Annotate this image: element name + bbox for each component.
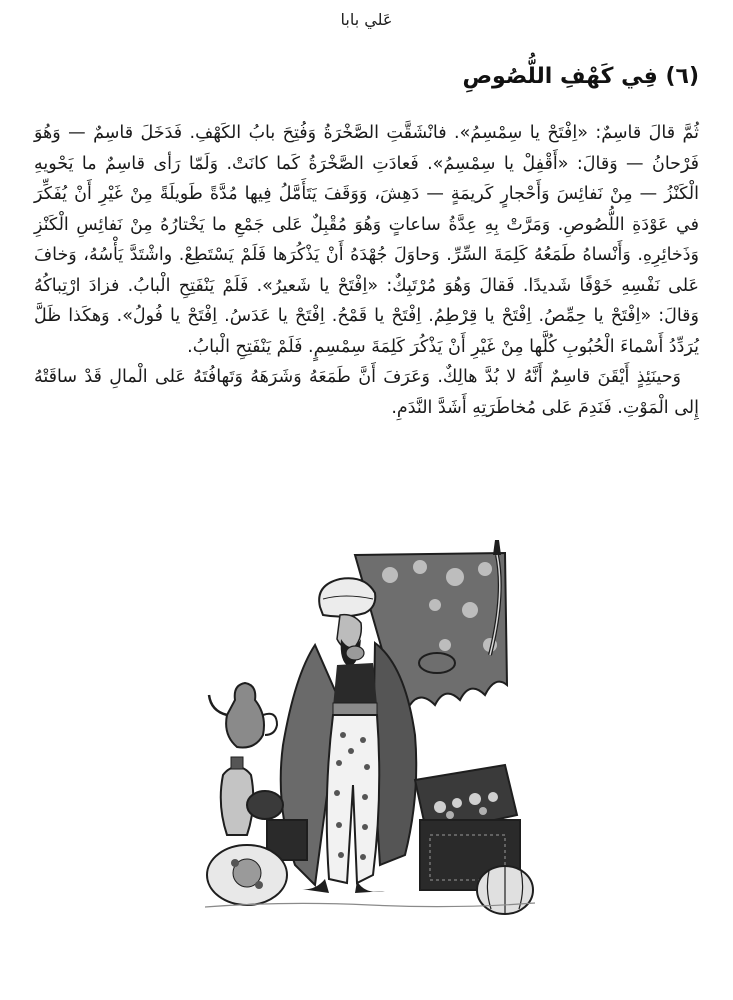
story-illustration [205, 535, 535, 935]
paragraph: ثُمَّ قالَ قاسِمٌ: «اِفْتَحْ يا سِمْسِمُ». فانْشَقَّتِ الصَّخْرَةُ وَفُتِحَ بابُ الكَهْفِ. فَدَخَلَ قاسِمٌ — وَهُوَ فَرْحانُ — وَقالَ: «أَقْفِلْ يا سِمْسِمُ». فَعادَتِ الصَّخْرَةُ كَما كانَتْ. وَلَمّا رَأى قاسِمٌ ما يَحْويهِ الْكَنْزُ — مِنْ نَفائِسَ وَأَحْجارٍ كَريمَةٍ — دَهِشَ، وَوَقَفَ يَتَأَمَّلُ فِيها مُدَّةً طَويلَةً مِنْ غَيْرِ أَنْ يُفَكِّرَ في عَوْدَةِ اللُّصُوصِ. وَمَرَّتْ بِهِ عِدَّةُ ساعاتٍ وَهُوَ مُقْبِلٌ عَلى جَمْعِ ما يَخْتارُهُ مِنْ نَفائِسِ الْكَنْزِ وَذَخائِرِهِ. وَأَنْساهُ طَمَعُهُ كَلِمَةَ السِّرِّ. وَحاوَلَ جُهْدَهُ أَنْ يَذْكُرَها فَلَمْ يَسْتَطِعْ. واشْتَدَّ يَأْسُهُ، وَخافَ عَلى نَفْسِهِ خَوْفًا شَديدًا. فَقالَ وَهُوَ مُرْتَبِكٌ: «اِفْتَحْ يا شَعيرُ». فَلَمْ يَنْفَتِحِ الْبابُ. فزادَ ارْتِباكُهُ وَقالَ: «اِفْتَحْ يا حِمِّصُ. اِفْتَحْ يا قِرْطِمُ. اِفْتَحْ يا قَمْحُ. اِفْتَحْ يا عَدَسُ. اِفْتَحْ يا فُولُ». وَهكَذا ظَلَّ يُرَدِّدُ أَسْماءَ الْحُبُوبِ كُلَّها مِنْ غَيْرِ أَنْ يَذْكُرَ كَلِمَةَ سِمْسِمٍ. فَلَمْ يَنْفَتِحِ الْبابُ. [34, 123, 699, 357]
vase [221, 757, 254, 835]
clay-pot [247, 791, 283, 819]
striped-melon [477, 866, 533, 914]
decorated-plate [207, 845, 287, 905]
paragraph: وَحينَئِذٍ أَيْقَنَ قاسِمٌ أَنَّهُ لا بُدَّ هالِكٌ. وَعَرَفَ أَنَّ طَمَعَهُ وَشَرَهَهُ وَتَهافُتَهُ عَلى الْمالِ قَدْ ساقَتْهُ إِلى الْمَوْتِ. فَنَدِمَ عَلى مُخاطَرَتِهِ أَشَدَّ النَّدَمِ. [34, 367, 699, 418]
chapter-body [34, 118, 699, 423]
chapter-title: (٦) فِي كَهْفِ اللُّصُوصِ [462, 64, 699, 89]
brass-ewer [209, 683, 277, 748]
running-header: عَلي بابا [340, 10, 393, 29]
cave-scene-drawing [205, 535, 535, 935]
